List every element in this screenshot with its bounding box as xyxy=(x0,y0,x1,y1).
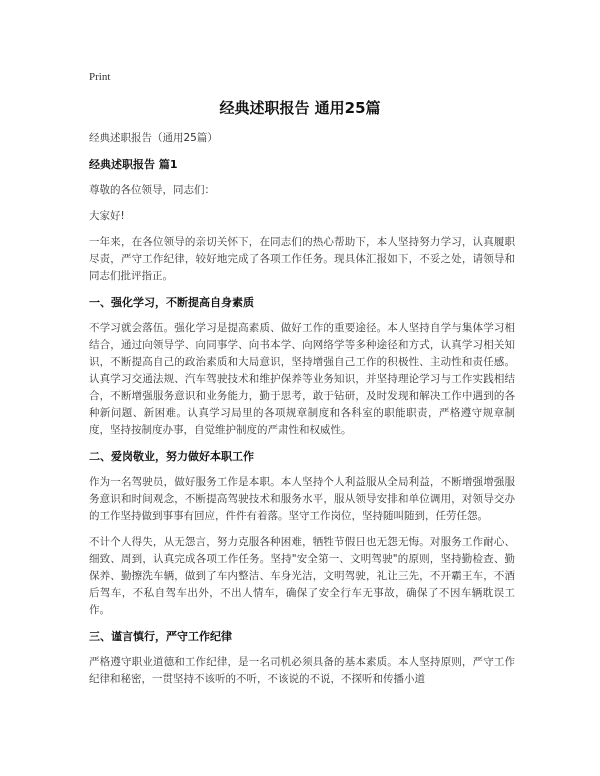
salutation: 尊敬的各位领导，同志们： xyxy=(89,184,215,196)
section-paragraph-3: 严格遵守职业道德和工作纪律，是一名司机必须具备的基本素质。本人坚持原则，严守工作纪律和秘密，一贯坚持不该听的不听，不该说的不说，不探听和传播小道 xyxy=(89,656,515,685)
section-paragraph-2b: 不计个人得失，从无怨言，努力克服各种困难，牺牲节假日也无怨无悔。对服务工作耐心、细致、周到，认真完成各项工作任务。坚持"安全第一、文明驾驶"的原则，坚持勤检查、勤保养、勤擦洗车辆，做到了车内整洁、车身光洁，文明驾驶，礼让三先，不开霸王车，不酒后驾车，不私自驾车出外，不出人情车，确保了安全行车无事故，确保了不因车辆耽误工作。 xyxy=(89,536,515,616)
greeting: 大家好! xyxy=(89,210,125,222)
section-paragraph-2a: 作为一名驾驶员，做好服务工作是本职。本人坚持个人利益服从全局利益，不断增强增强服务意识和时间观念，不断提高驾驶技术和服务水平，服从领导安排和单位调用，对领导交办的工作坚持做到事事有回应，件件有着落。坚守工作岗位，坚持随叫随到，任劳任怨。 xyxy=(89,476,515,522)
document-body xyxy=(89,130,515,697)
section-heading-2: 二、爱岗敬业，努力做好本职工作 xyxy=(89,450,254,463)
section-heading-1: 一、强化学习，不断提高自身素质 xyxy=(89,296,254,309)
intro-paragraph: 一年来，在各位领导的亲切关怀下，在同志们的热心帮助下，本人坚持努力学习，认真履职尽责，严守工作纪律，较好地完成了各项工作任务。现具体汇报如下，不妥之处，请领导和同志们批评指正。 xyxy=(89,236,515,282)
print-label[interactable]: Print xyxy=(89,71,111,83)
section-paragraph-1: 不学习就会落伍。强化学习是提高素质、做好工作的重要途径。本人坚持自学与集体学习相结合，通过向领导学、向同事学、向书本学、向网络学等多种途径和方式，认真学习相关知识，不断提高自己的政治素质和大局意识，坚持增强自己工作的积极性、主动性和责任感。认真学习交通法规、汽车驾驶技术和维护保养等业务知识，并坚持理论学习与工作实践相结合，不断增强服务意识和业务能力，勤于思考，敢于钻研，及时发现和解决工作中遇到的各种新问题、新困难。认真学习局里的各项规章制度和各科室的职能职责，严格遵守规章制度，坚持按制度办事，自觉维护制度的严肃性和权威性。 xyxy=(89,322,515,436)
section-heading-3: 三、谨言慎行，严守工作纪律 xyxy=(89,630,232,643)
document-title: 经典述职报告 通用25篇 xyxy=(219,99,381,117)
document-subtitle: 经典述职报告（通用25篇） xyxy=(89,132,218,144)
chapter-title: 经典述职报告 篇1 xyxy=(89,158,178,171)
